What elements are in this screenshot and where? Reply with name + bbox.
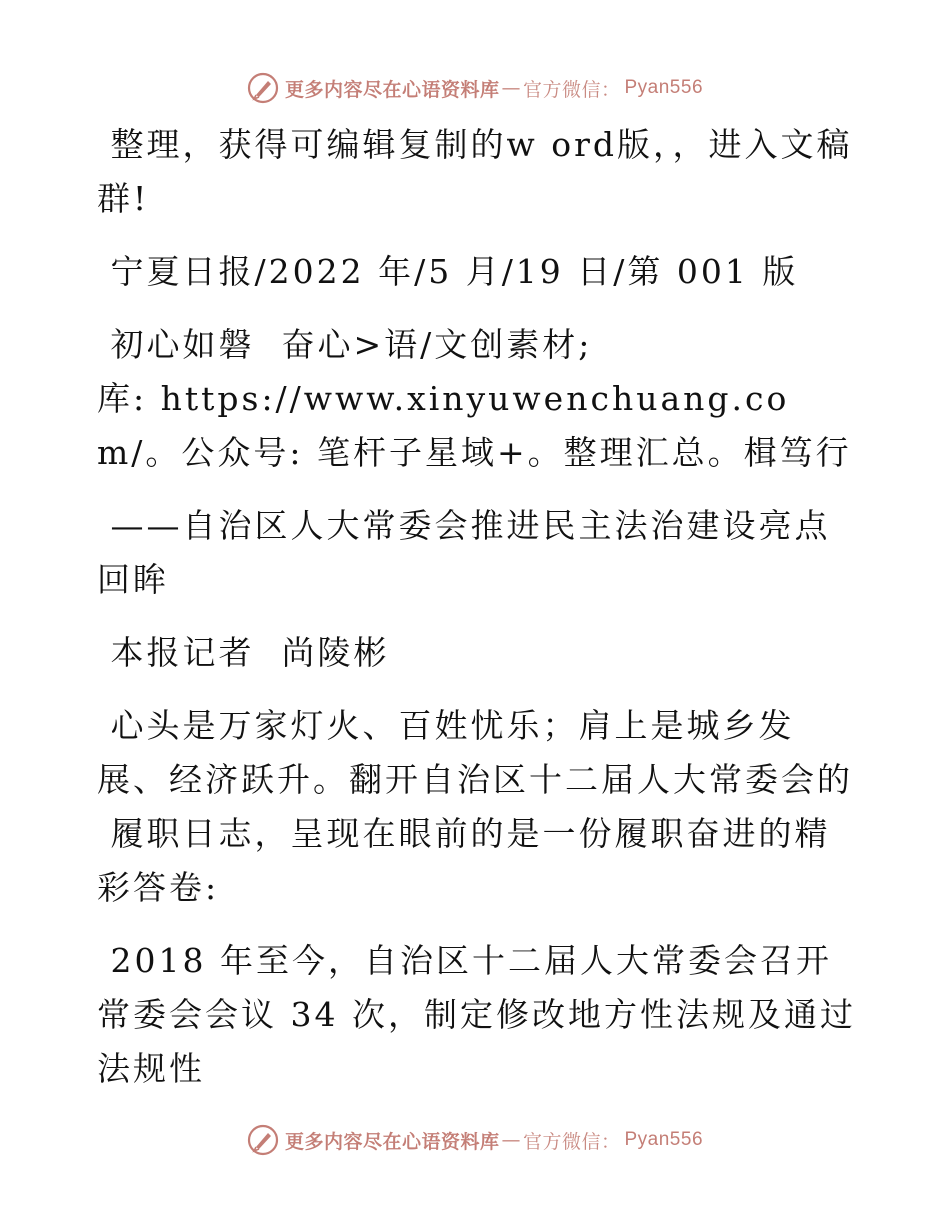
watermark-brand: 更多内容尽在心语资料库 xyxy=(284,78,500,101)
quill-logo-icon xyxy=(247,72,279,104)
watermark-dash: — xyxy=(501,77,521,99)
watermark-dash: — xyxy=(501,1129,521,1151)
watermark-wechat-handle: Pyan556 xyxy=(624,1129,704,1150)
paragraph-byline: 本报记者 尚陵彬 xyxy=(97,633,390,672)
quill-logo-icon xyxy=(247,1124,279,1156)
paragraph-library: 库: https://www.xinyuwenchuang.com/。公众号: 笔杆子星域+。整理汇总。楫笃行 xyxy=(97,379,852,472)
watermark-footer xyxy=(0,1122,950,1158)
paragraph-subtitle: ——自治区人大常委会推进民主法治建设亮点回眸 xyxy=(97,506,831,599)
watermark-brand: 更多内容尽在心语资料库 xyxy=(284,1130,500,1153)
watermark-wechat-label: 官方微信： xyxy=(522,78,621,101)
paragraph-title: 初心如磐 奋心>语/文创素材; xyxy=(97,325,593,364)
paragraph-intro: 整理，获得可编辑复制的w ord版，，进入文稿群! xyxy=(97,125,853,218)
watermark-header xyxy=(0,70,950,106)
paragraph-source: 宁夏日报/2022 年/5 月/19 日/第 001 版 xyxy=(97,252,799,291)
paragraph-body-1: 心头是万家灯火、百姓忧乐；肩上是城乡发展、经济跃升。翻开自治区十二届人大常委会的 xyxy=(97,706,853,799)
watermark-wechat-handle: Pyan556 xyxy=(624,77,704,98)
paragraph-body-3: 2018 年至今，自治区十二届人大常委会召开常委会会议 34 次，制定修改地方性法规及通过法规性 xyxy=(97,941,856,1088)
document-body xyxy=(97,118,857,1115)
paragraph-body-2: 履职日志，呈现在眼前的是一份履职奋进的精彩答卷: xyxy=(97,814,831,907)
watermark-wechat-label: 官方微信： xyxy=(522,1130,621,1153)
